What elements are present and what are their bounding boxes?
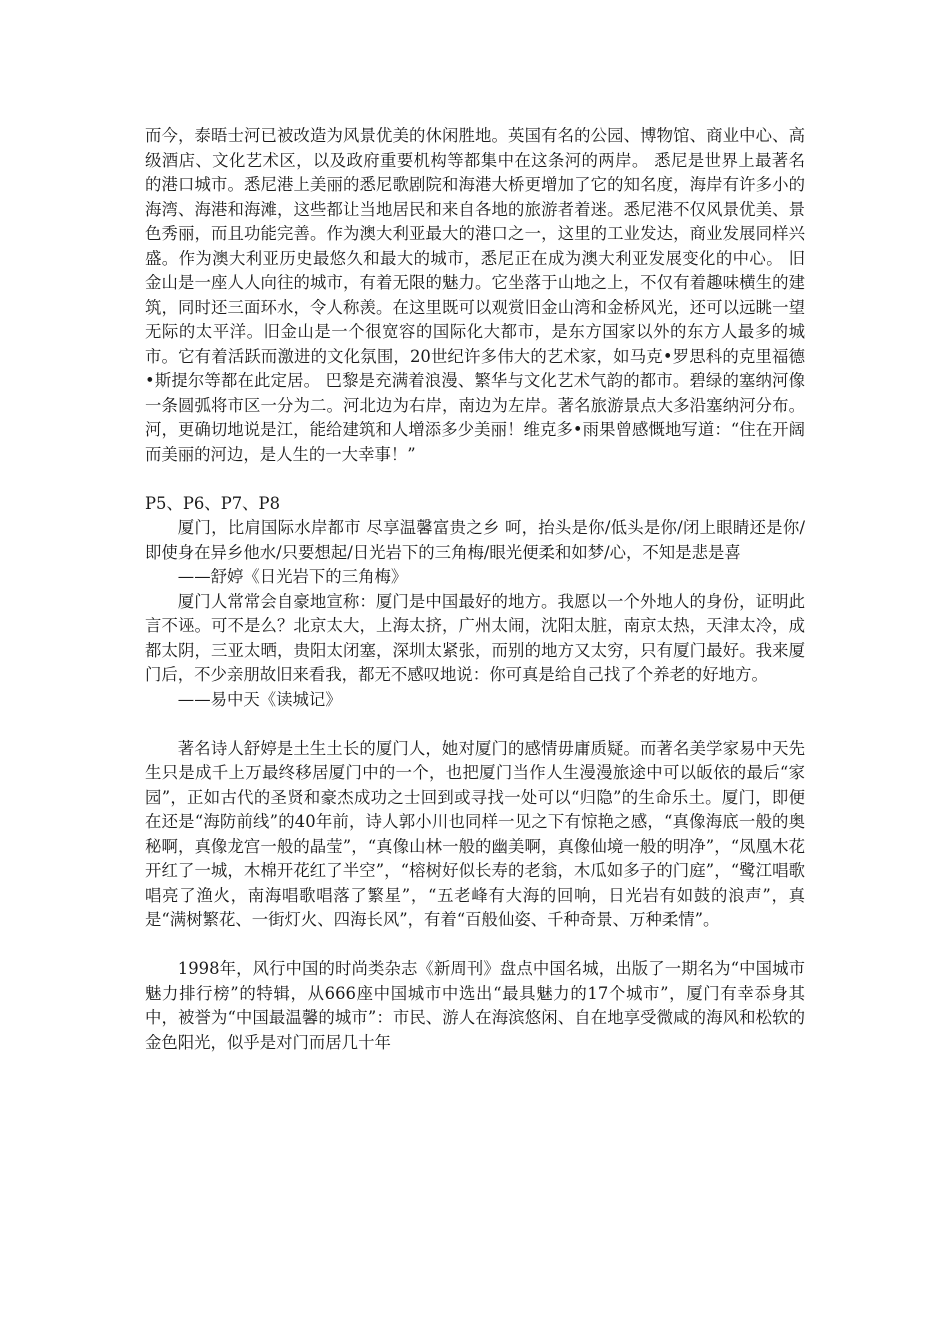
paragraph-rivers-cities: 而今，泰晤士河已被改造为风景优美的休闲胜地。英国有名的公园、博物馆、商业中心、高级酒店、文化艺术区，以及政府重要机构等都集中在这条河的两岸。 悉尼是世界上最著名的港口城市。悉尼港上美丽的悉尼歌剧院和海港大桥更增加了它的知名度，海岸有许多小的海湾、海港和海滩，这些都让当地居民和来自各地的旅游者着迷。悉尼港不仅风景优美、景色秀丽，而且功能完善。作为澳大利亚最大的港口之一，这里的工业发达，商业发展同样兴盛。作为澳大利亚历史最悠久和最大的城市，悉尼正在成为澳大利亚发展变化的中心。 旧金山是一座人人向往的城市，有着无限的魅力。它坐落于山地之上，不仅有着趣味横生的建筑，同时还三面环水，令人称羡。在这里既可以观赏旧金山湾和金桥风光，还可以远眺一望无际的太平洋。旧金山是一个很宽容的国际化大都市，是东方国家以外的东方人最多的城市。它有着活跃而激进的文化氛围，20世纪许多伟大的艺术家，如马克•罗思科的克里福德•斯提尔等都在此定居。 巴黎是充满着浪漫、繁华与文化艺术气韵的都市。碧绿的塞纳河像一条圆弧将市区一分为二。河北边为右岸，南边为左岸。著名旅游景点大多沿塞纳河分布。河，更确切地说是江，能给建筑和人增添多少美丽！维克多•雨果曾感慨地写道：“住在开阔而美丽的河边，是人生的一大幸事！” <box>145 126 805 464</box>
document-page <box>145 124 805 1055</box>
poem-excerpt: 厦门，比肩国际水岸都市 尽享温馨富贵之乡 呵，抬头是你/低头是你/闭上眼睛还是你/即使身在异乡他水/只要想起/日光岩下的三角梅/眼光便柔和如梦/心，不知是悲是喜 <box>145 518 805 562</box>
paragraph-1998: 1998年，风行中国的时尚类杂志《新周刊》盘点中国名城，出版了一期名为“中国城市魅力排行榜”的特辑，从666座中国城市中选出“最具魅力的17个城市”，厦门有幸忝身其中，被誉为“中国最温馨的城市”：市民、游人在海滨悠闲、自在地享受微咸的海风和松软的金色阳光，似乎是对门而居几十年 <box>145 959 805 1052</box>
paragraph-poets: 著名诗人舒婷是土生土长的厦门人，她对厦门的感情毋庸质疑。而著名美学家易中天先生只是成千上万最终移居厦门中的一个，也把厦门当作人生漫漫旅途中可以皈依的最后“家园”，正如古代的圣贤和豪杰成功之士回到或寻找一处可以“归隐”的生命乐土。厦门，即便在还是“海防前线”的40年前，诗人郭小川也同样一见之下有惊艳之感，“真像海底一般的奥秘啊，真像龙宫一般的晶莹”，“真像山林一般的幽美啊，真像仙境一般的明净”，“凤凰木花开红了一城，木棉开花红了半空”，“榕树好似长寿的老翁，木瓜如多子的门庭”，“鹭江唱歌唱亮了渔火，南海唱歌唱落了繁星”，“五老峰有大海的回响，日光岩有如鼓的浪声”，真是“满树繁花、一街灯火、四海长风”，有着“百般仙姿、千种奇景、万种柔情”。 <box>145 738 805 929</box>
quote-excerpt: 厦门人常常会自豪地宣称：厦门是中国最好的地方。我愿以一个外地人的身份，证明此言不诬。可不是么？北京太大，上海太挤，广州太闹，沈阳太脏，南京太热，天津太冷，成都太阴，三亚太晒，贵阳太闭塞，深圳太紧张，而别的地方又太穷，只有厦门最好。我来厦门后，不少亲朋故旧来看我，都无不感叹地说：你可真是给自己找了个养老的好地方。 <box>145 591 805 684</box>
spacer <box>145 467 805 492</box>
spacer <box>145 712 805 737</box>
spacer <box>145 933 805 958</box>
page-range-label: P5、P6、P7、P8 <box>145 493 280 513</box>
poem-attribution: ——舒婷《日光岩下的三角梅》 <box>177 567 408 586</box>
quote-attribution: ——易中天《读城记》 <box>177 689 342 709</box>
